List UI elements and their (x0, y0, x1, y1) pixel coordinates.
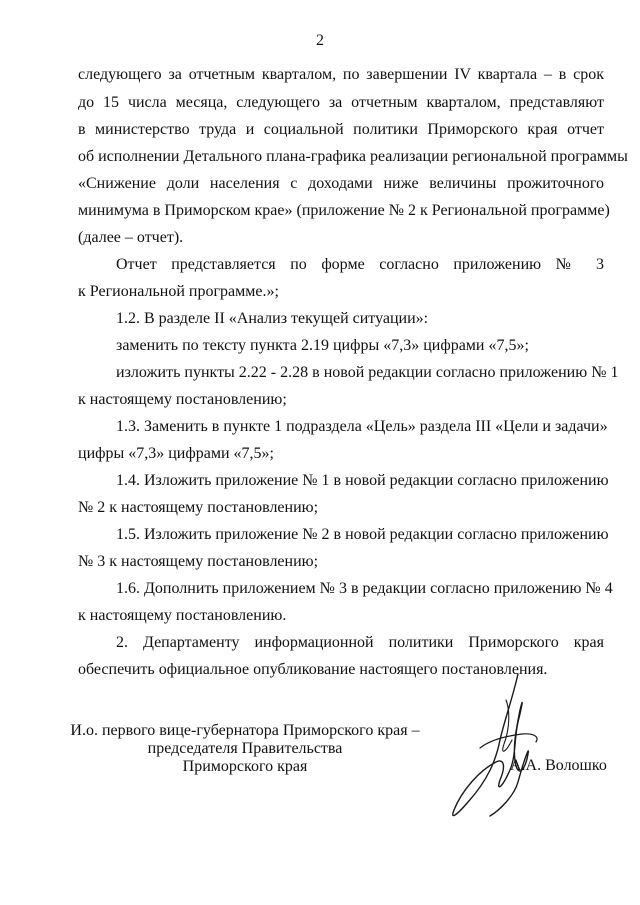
body-line: 1.5. Изложить приложение № 2 в новой редакции согласно приложению (116, 526, 609, 543)
signatory-name: А.А. Волошко (510, 757, 607, 774)
signatory-title-line1: И.о. первого вице-губернатора Приморского края – (70, 722, 420, 739)
body-line: к настоящему постановлению. (78, 607, 287, 624)
body-line: 1.2. В разделе II «Анализ текущей ситуации»: (116, 310, 429, 327)
body-line: к настоящему постановлению; (78, 391, 287, 408)
body-line: № 3 к настоящему постановлению; (78, 553, 319, 570)
handwritten-signature (440, 670, 560, 830)
signatory-title-line2: председателя Правительства (147, 740, 343, 757)
body-line: к Региональной программе.»; (78, 283, 279, 300)
body-line: следующего за отчетным кварталом, по завершении IV квартала – в срок (78, 66, 604, 83)
page-number: 2 (316, 32, 324, 49)
body-line: минимума в Приморском крае» (приложение № 2 к Региональной программе) (78, 202, 610, 219)
body-line: 1.6. Дополнить приложением № 3 в редакции согласно приложению № 4 (116, 580, 613, 597)
body-line: Отчет представляется по форме согласно приложению № 3 (116, 256, 604, 273)
body-line: цифры «7,3» цифрами «7,5»; (78, 445, 274, 462)
body-line: «Снижение доли населения с доходами ниже величины прожиточного (78, 175, 604, 192)
body-line: обеспечить официальное опубликование настоящего постановления. (78, 661, 548, 678)
body-line: в министерство труда и социальной политики Приморского края отчет (78, 121, 604, 138)
body-line: об исполнении Детального плана-графика реализации региональной программы (78, 148, 628, 165)
body-line: 1.3. Заменить в пункте 1 подраздела «Цель» раздела III «Цели и задачи» (116, 418, 608, 435)
body-line: 2. Департаменту информационной политики Приморского края (116, 634, 604, 651)
signatory-title-line3: Приморского края (182, 758, 308, 775)
body-line: изложить пункты 2.22 - 2.28 в новой редакции согласно приложению № 1 (116, 364, 619, 381)
body-line: № 2 к настоящему постановлению; (78, 499, 319, 516)
body-line: до 15 числа месяца, следующего за отчетным кварталом, представляют (78, 94, 604, 111)
body-line: 1.4. Изложить приложение № 1 в новой редакции согласно приложению (116, 472, 609, 489)
body-line: заменить по тексту пункта 2.19 цифры «7,3» цифрами «7,5»; (116, 337, 529, 354)
body-line: (далее – отчет). (78, 229, 184, 246)
